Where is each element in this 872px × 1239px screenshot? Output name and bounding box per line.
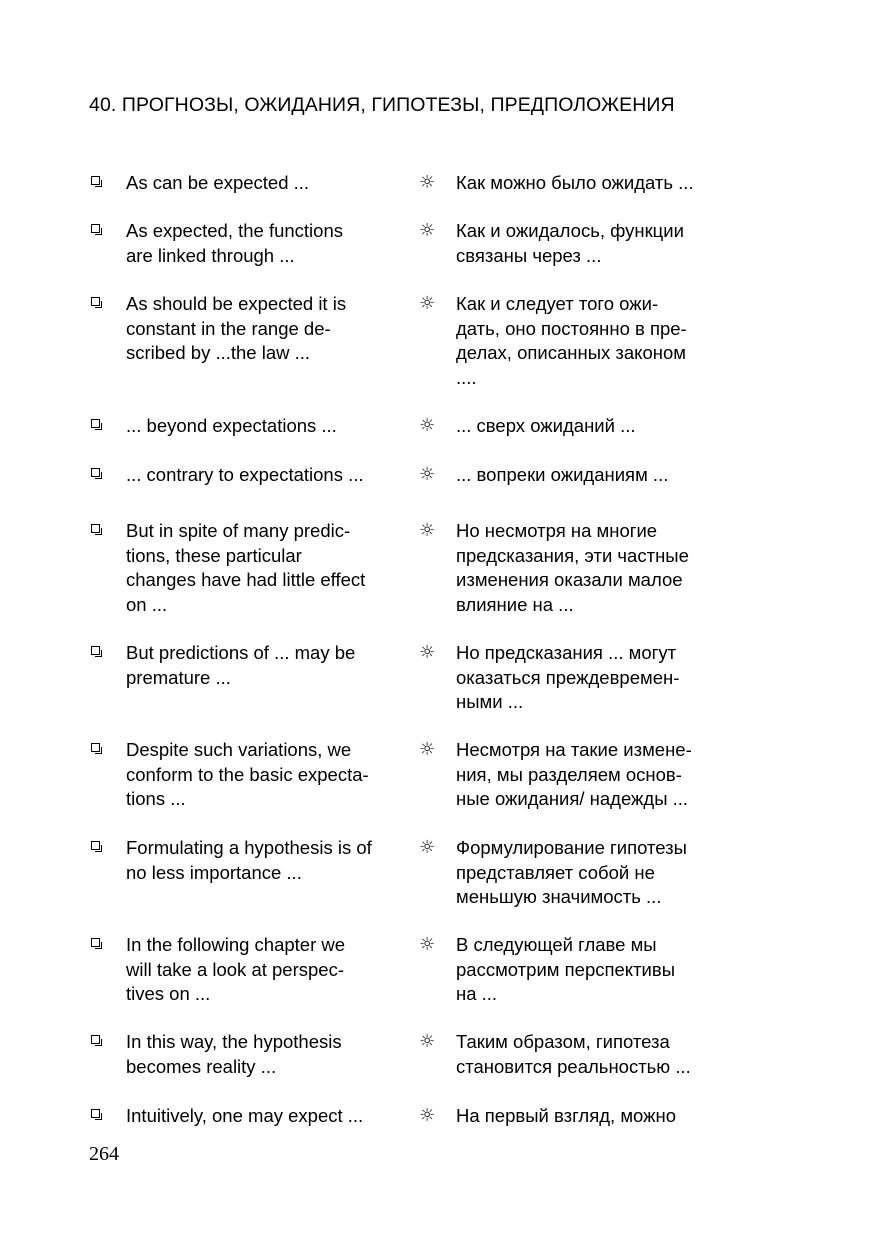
sun-icon: ☼ <box>419 1031 436 1052</box>
checkbox-icon <box>91 1035 100 1044</box>
russian-translation-line: Но несмотря на многие <box>456 520 658 541</box>
english-phrase-line: In the following chapter we <box>126 934 346 955</box>
russian-translation-line: Формулирование гипотезы <box>456 837 687 858</box>
russian-translation-line: Как можно было ожидать ... <box>456 172 694 193</box>
russian-translation-line: делах, описанных законом <box>456 342 686 363</box>
russian-translation-line: представляет собой не <box>456 861 655 883</box>
english-phrase <box>126 219 411 268</box>
english-phrase-line: But in spite of many predic- <box>126 520 351 541</box>
english-phrase <box>126 171 411 196</box>
russian-translation-line: ... сверх ожиданий ... <box>456 415 636 436</box>
russian-translation-line: на ... <box>456 983 498 1004</box>
russian-translation <box>456 641 736 715</box>
sun-icon: ☼ <box>419 739 436 760</box>
english-phrase-line: scribed by ...the law ... <box>126 342 311 363</box>
english-phrase <box>126 1030 411 1079</box>
sun-icon: ☼ <box>419 520 436 541</box>
russian-translation-line: ные ожидания/ надежды ... <box>456 788 689 809</box>
russian-translation-line: рассмотрим перспективы <box>456 958 676 980</box>
sun-icon: ☼ <box>419 642 436 663</box>
russian-translation-line: ными ... <box>456 691 524 712</box>
russian-translation <box>456 836 736 910</box>
english-phrase-line: premature ... <box>126 666 231 688</box>
checkbox-icon <box>91 938 100 947</box>
english-phrase-line: tions, these particular <box>126 544 302 566</box>
english-phrase-line: As should be expected it is <box>126 293 347 314</box>
checkbox-icon <box>91 468 100 477</box>
english-phrase-line: tions ... <box>126 788 186 809</box>
russian-translation-line: .... <box>456 366 477 388</box>
sun-icon: ☼ <box>419 464 436 485</box>
english-phrase <box>126 836 411 885</box>
sun-icon: ☼ <box>419 415 436 436</box>
page-number: 264 <box>89 1143 119 1165</box>
english-phrase-line: will take a look at perspec- <box>126 958 344 980</box>
english-phrase-line: ... beyond expectations ... <box>126 415 337 436</box>
russian-translation-line: Как и ожидалось, функции <box>456 220 684 241</box>
russian-translation-line: меньшую значимость ... <box>456 886 662 907</box>
english-phrase-line: are linked through ... <box>126 244 295 266</box>
english-phrase-line: changes have had little effect <box>126 569 366 590</box>
english-phrase <box>126 414 411 439</box>
english-phrase <box>126 641 411 690</box>
sun-icon: ☼ <box>419 837 436 858</box>
english-phrase <box>126 519 411 617</box>
checkbox-icon <box>91 646 100 655</box>
russian-translation <box>456 414 736 439</box>
english-phrase-line: conform to the basic expecta- <box>126 763 369 785</box>
page-title: 40. ПРОГНОЗЫ, ОЖИДАНИЯ, ГИПОТЕЗЫ, ПРЕДПОЛОЖЕНИЯ <box>89 94 675 116</box>
english-phrase-line: Intuitively, one may expect ... <box>126 1105 364 1126</box>
english-phrase-line: no less importance ... <box>126 861 302 883</box>
english-phrase-line: constant in the range de- <box>126 317 331 339</box>
russian-translation <box>456 933 736 1007</box>
english-phrase-line: As can be expected ... <box>126 172 310 193</box>
english-phrase-line: As expected, the functions <box>126 220 343 241</box>
checkbox-icon <box>91 176 100 185</box>
russian-translation <box>456 519 736 617</box>
english-phrase-line: Despite such variations, we <box>126 739 352 760</box>
russian-translation-line: Как и следует того ожи- <box>456 293 659 314</box>
english-phrase-line: Formulating a hypothesis is of <box>126 837 372 858</box>
checkbox-icon <box>91 524 100 533</box>
english-phrase-line: In this way, the hypothesis <box>126 1031 342 1052</box>
russian-translation-line: Таким образом, гипотеза <box>456 1031 670 1052</box>
english-phrase-line: tives on ... <box>126 983 211 1004</box>
russian-translation <box>456 171 736 196</box>
russian-translation-line: Несмотря на такие измене- <box>456 739 692 760</box>
russian-translation-line: влияние на ... <box>456 593 574 615</box>
english-phrase <box>126 933 411 1007</box>
russian-translation-line: Но предсказания ... могут <box>456 642 677 663</box>
english-phrase-line: on ... <box>126 593 168 615</box>
english-phrase <box>126 1104 411 1129</box>
russian-translation <box>456 1030 736 1079</box>
sun-icon: ☼ <box>419 934 436 955</box>
english-phrase <box>126 738 411 812</box>
english-phrase <box>126 292 411 366</box>
russian-translation-line: оказаться преждевремен- <box>456 666 680 688</box>
english-phrase <box>126 463 411 488</box>
checkbox-icon <box>91 743 100 752</box>
checkbox-icon <box>91 419 100 428</box>
english-phrase-line: ... contrary to expectations ... <box>126 464 364 485</box>
english-phrase-line: becomes reality ... <box>126 1055 277 1077</box>
checkbox-icon <box>91 1109 100 1118</box>
russian-translation <box>456 738 736 812</box>
checkbox-icon <box>91 297 100 306</box>
russian-translation-line: На первый взгляд, можно <box>456 1105 676 1126</box>
russian-translation-line: В следующей главе мы <box>456 934 657 955</box>
russian-translation-line: дать, оно постоянно в пре- <box>456 317 687 339</box>
russian-translation-line: связаны через ... <box>456 244 602 266</box>
english-phrase-line: But predictions of ... may be <box>126 642 356 663</box>
russian-translation-line: предсказания, эти частные <box>456 544 689 566</box>
sun-icon: ☼ <box>419 293 436 314</box>
russian-translation-line: становится реальностью ... <box>456 1055 691 1077</box>
russian-translation <box>456 1104 736 1129</box>
russian-translation-line: ния, мы разделяем основ- <box>456 763 682 785</box>
russian-translation-line: изменения оказали малое <box>456 569 683 590</box>
russian-translation <box>456 463 736 488</box>
sun-icon: ☼ <box>419 1105 436 1126</box>
sun-icon: ☼ <box>419 172 436 193</box>
sun-icon: ☼ <box>419 220 436 241</box>
russian-translation-line: ... вопреки ожиданиям ... <box>456 464 669 485</box>
checkbox-icon <box>91 841 100 850</box>
checkbox-icon <box>91 224 100 233</box>
russian-translation <box>456 219 736 268</box>
russian-translation <box>456 292 736 390</box>
